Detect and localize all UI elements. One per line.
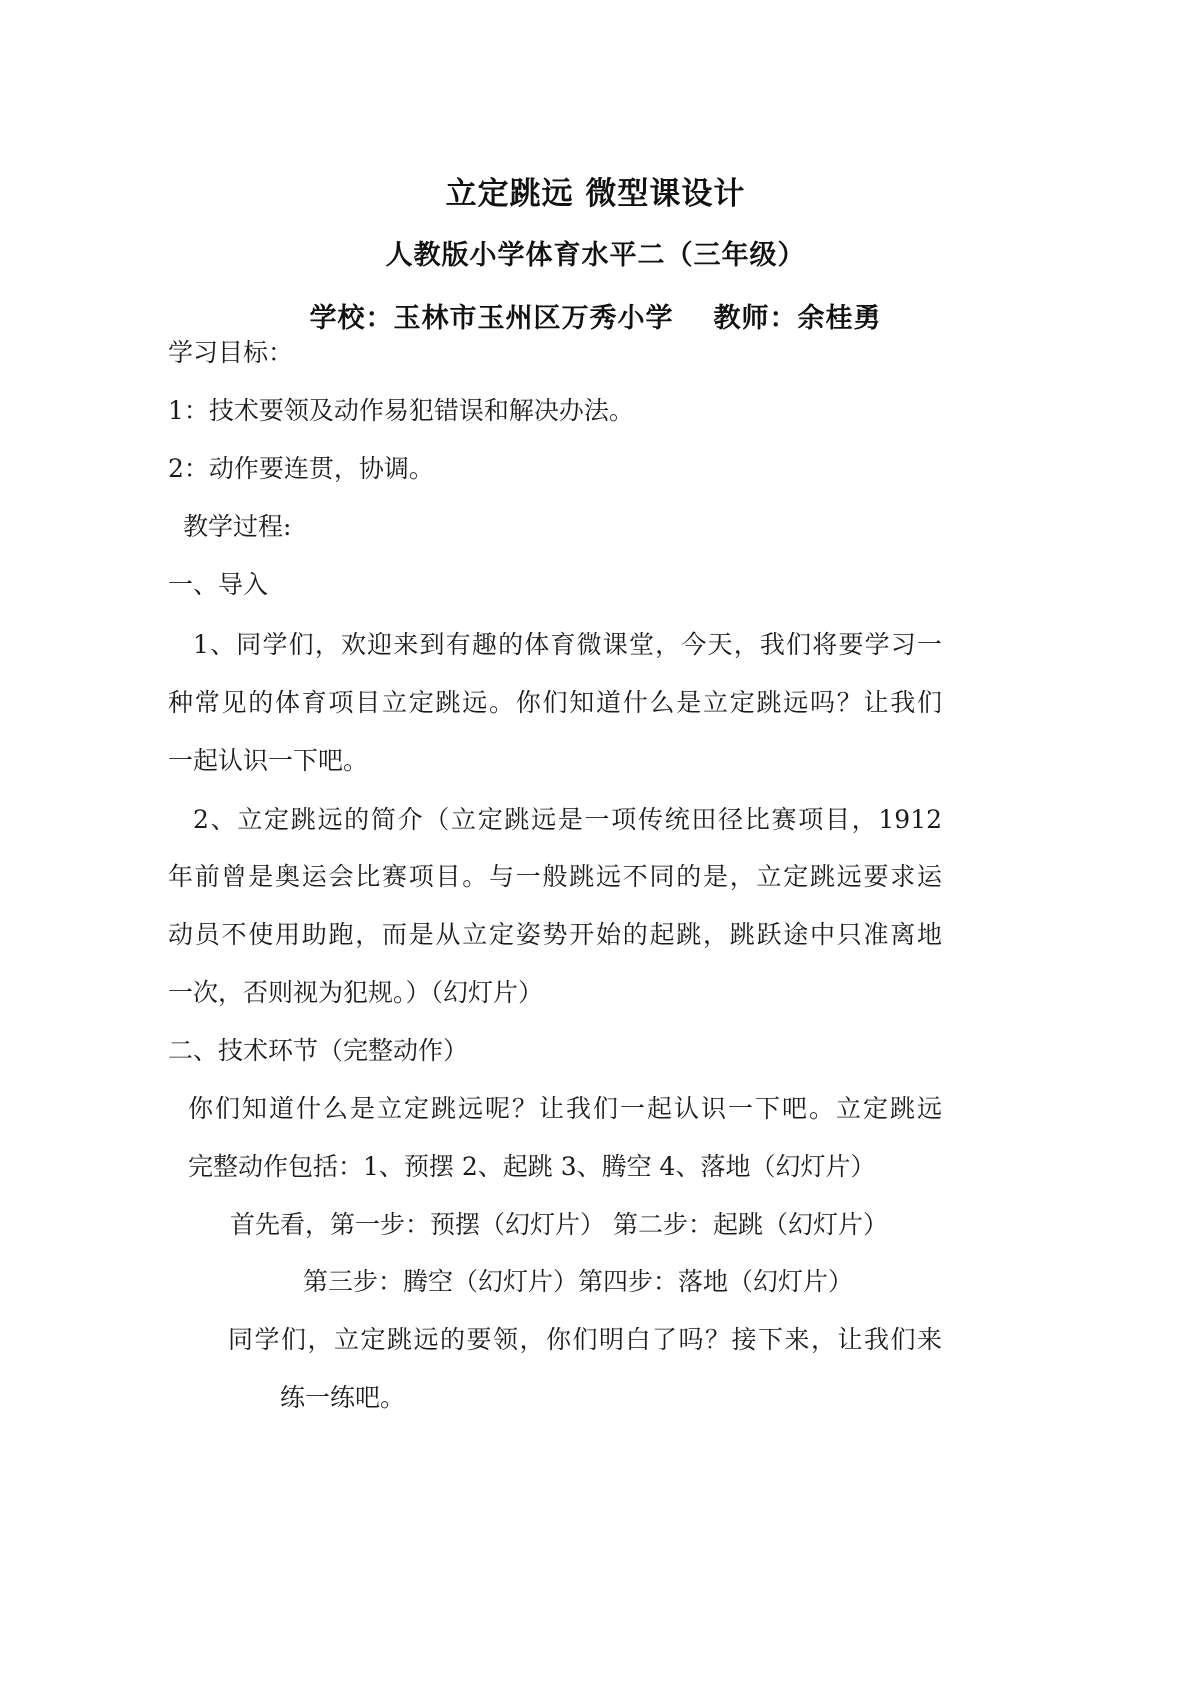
steps-line-1: 首先看，第一步：预摆（幻灯片） 第二步：起跳（幻灯片） [230, 1210, 888, 1239]
objectives-heading: 学习目标： [168, 338, 294, 367]
paragraph-line: 练一练吧。 [280, 1383, 406, 1412]
paragraph-line: 同学们，立定跳远的要领，你们明白了吗？接下来，让我们来 [228, 1325, 942, 1354]
process-heading: 教学过程: [183, 512, 292, 541]
teacher-name: 教师：余桂勇 [713, 303, 882, 334]
objective-1: 1：技术要领及动作易犯错误和解决办法。 [168, 396, 634, 425]
objective-2: 2：动作要连贯，协调。 [168, 454, 434, 483]
paragraph-line: 年前曾是奥运会比赛项目。与一般跳远不同的是，立定跳远要求运 [168, 862, 942, 891]
school-teacher-line [0, 296, 1191, 335]
school-name: 学校：玉林市玉州区万秀小学 [309, 303, 674, 334]
paragraph-line: 一起认识一下吧。 [168, 746, 369, 775]
paragraph-line: 完整动作包括：1、预摆 2、起跳 3、腾空 4、落地（幻灯片） [188, 1152, 876, 1181]
paragraph-line: 你们知道什么是立定跳远呢？让我们一起认识一下吧。立定跳远 [188, 1094, 942, 1123]
document-title: 立定跳远 微型课设计 [445, 176, 746, 212]
paragraph-line: 种常见的体育项目立定跳远。你们知道什么是立定跳远吗？让我们 [168, 688, 942, 717]
section-1-heading: 一、导入 [168, 570, 269, 599]
document-subtitle: 人教版小学体育水平二（三年级） [385, 240, 806, 271]
paragraph-line: 动员不使用助跑，而是从立定姿势开始的起跳，跳跃途中只准离地 [168, 920, 942, 949]
section-2-heading: 二、技术环节（完整动作） [168, 1036, 469, 1065]
paragraph-line: 一次，否则视为犯规。）（幻灯片） [168, 978, 544, 1007]
paragraph-line: 1、同学们，欢迎来到有趣的体育微课堂，今天，我们将要学习一 [193, 630, 942, 659]
steps-line-2: 第三步：腾空（幻灯片）第四步：落地（幻灯片） [303, 1267, 854, 1296]
paragraph-line: 2、立定跳远的简介（立定跳远是一项传统田径比赛项目，1912 [193, 805, 942, 834]
